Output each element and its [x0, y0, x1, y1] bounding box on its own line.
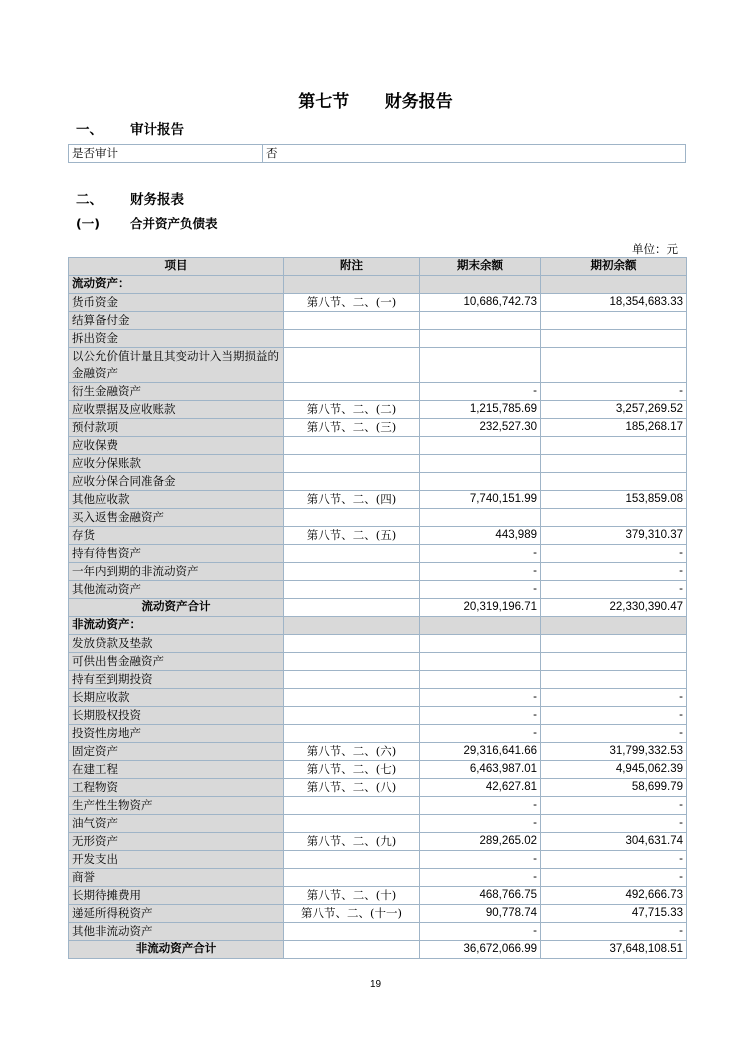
row-period-begin: [541, 455, 687, 473]
row-period-end: -: [420, 563, 541, 581]
row-item: 持有待售资产: [69, 545, 284, 563]
balance-sheet-body: [69, 276, 687, 959]
table-row: [69, 312, 687, 330]
row-item: 其他流动资产: [69, 581, 284, 599]
table-row: [69, 348, 687, 383]
row-period-end: [420, 653, 541, 671]
table-row: [69, 294, 687, 312]
page-number: 19: [369, 979, 382, 990]
table-row: [69, 401, 687, 419]
row-period-begin: 4,945,062.39: [541, 761, 687, 779]
row-item: 可供出售金融资产: [69, 653, 284, 671]
table-row: [69, 869, 687, 887]
row-note: [284, 330, 420, 348]
row-period-end: [420, 330, 541, 348]
table-row: [69, 330, 687, 348]
row-period-end: -: [420, 869, 541, 887]
row-period-begin: [541, 617, 687, 635]
row-period-end: 36,672,066.99: [420, 941, 541, 959]
row-period-end: [420, 312, 541, 330]
row-period-begin: -: [541, 725, 687, 743]
row-item: 投资性房地产: [69, 725, 284, 743]
row-period-begin: -: [541, 689, 687, 707]
row-period-end: [420, 348, 541, 383]
row-item: 递延所得税资产: [69, 905, 284, 923]
row-period-end: -: [420, 923, 541, 941]
row-note: [284, 563, 420, 581]
row-note: [284, 276, 420, 294]
table-header-row: [69, 258, 687, 276]
unit-label: 单位：元: [632, 242, 678, 256]
table-row: [69, 617, 687, 635]
row-period-end: [420, 617, 541, 635]
table-row: [69, 743, 687, 761]
row-period-begin: [541, 509, 687, 527]
table-row: [69, 455, 687, 473]
header-period-end: 期末余额: [420, 258, 541, 276]
row-period-begin: -: [541, 707, 687, 725]
row-note: 第八节、二、(五): [284, 527, 420, 545]
row-item: 流动资产：: [69, 276, 284, 294]
row-item: 其他应收款: [69, 491, 284, 509]
row-item: 开发支出: [69, 851, 284, 869]
section-audit-heading: [76, 118, 184, 138]
table-row: [69, 797, 687, 815]
table-row: [69, 941, 687, 959]
row-note: [284, 707, 420, 725]
audit-row: [69, 145, 686, 163]
row-period-begin: 18,354,683.33: [541, 294, 687, 312]
row-note: [284, 617, 420, 635]
table-row: [69, 923, 687, 941]
subsection-balance-sheet-heading: [76, 214, 218, 232]
row-item: 工程物资: [69, 779, 284, 797]
table-row: [69, 887, 687, 905]
header-note: 附注: [284, 258, 420, 276]
row-period-begin: 379,310.37: [541, 527, 687, 545]
row-period-begin: [541, 671, 687, 689]
row-period-end: 232,527.30: [420, 419, 541, 437]
table-row: [69, 491, 687, 509]
row-period-begin: 58,699.79: [541, 779, 687, 797]
row-item: 非流动资产：: [69, 617, 284, 635]
row-note: [284, 797, 420, 815]
row-note: [284, 383, 420, 401]
table-row: [69, 581, 687, 599]
header-period-begin: 期初余额: [541, 258, 687, 276]
row-item: 应收保费: [69, 437, 284, 455]
section-number: 一、: [76, 122, 103, 138]
table-row: [69, 833, 687, 851]
row-period-end: -: [420, 707, 541, 725]
row-item: 以公允价值计量且其变动计入当期损益的金融资产: [69, 348, 284, 383]
row-period-end: 1,215,785.69: [420, 401, 541, 419]
row-note: [284, 312, 420, 330]
row-period-end: 6,463,987.01: [420, 761, 541, 779]
row-period-end: [420, 509, 541, 527]
row-item: 发放贷款及垫款: [69, 635, 284, 653]
row-period-begin: [541, 330, 687, 348]
row-period-end: 90,778.74: [420, 905, 541, 923]
row-note: [284, 671, 420, 689]
row-note: [284, 923, 420, 941]
row-note: [284, 455, 420, 473]
row-note: [284, 653, 420, 671]
row-period-begin: -: [541, 545, 687, 563]
table-row: [69, 509, 687, 527]
table-row: [69, 761, 687, 779]
row-period-begin: 47,715.33: [541, 905, 687, 923]
row-period-end: 42,627.81: [420, 779, 541, 797]
row-item: 在建工程: [69, 761, 284, 779]
table-row: [69, 419, 687, 437]
row-period-begin: [541, 473, 687, 491]
table-row: [69, 473, 687, 491]
row-period-end: 29,316,641.66: [420, 743, 541, 761]
row-period-begin: 31,799,332.53: [541, 743, 687, 761]
row-period-end: 20,319,196.71: [420, 599, 541, 617]
table-row: [69, 779, 687, 797]
balance-sheet-table: [68, 257, 687, 959]
row-item: 应收分保合同准备金: [69, 473, 284, 491]
section-financial-statements-heading: [76, 188, 184, 208]
row-period-begin: -: [541, 563, 687, 581]
row-note: [284, 815, 420, 833]
row-item: 油气资产: [69, 815, 284, 833]
row-period-end: -: [420, 725, 541, 743]
subsection-title: 合并资产负债表: [130, 216, 218, 231]
row-item: 商誉: [69, 869, 284, 887]
row-note: [284, 348, 420, 383]
row-note: [284, 437, 420, 455]
row-item: 应收分保账款: [69, 455, 284, 473]
table-row: [69, 276, 687, 294]
row-period-begin: 37,648,108.51: [541, 941, 687, 959]
row-item: 结算备付金: [69, 312, 284, 330]
row-period-begin: 22,330,390.47: [541, 599, 687, 617]
row-note: [284, 635, 420, 653]
row-period-end: [420, 455, 541, 473]
row-period-end: -: [420, 581, 541, 599]
row-item: 一年内到期的非流动资产: [69, 563, 284, 581]
row-period-end: -: [420, 851, 541, 869]
table-row: [69, 383, 687, 401]
header-item: 项目: [69, 258, 284, 276]
row-period-begin: -: [541, 383, 687, 401]
row-period-begin: [541, 635, 687, 653]
table-row: [69, 689, 687, 707]
row-note: 第八节、二、(六): [284, 743, 420, 761]
section-title: 财务报表: [130, 192, 184, 208]
table-row: [69, 437, 687, 455]
row-period-begin: -: [541, 797, 687, 815]
table-row: [69, 851, 687, 869]
row-note: [284, 725, 420, 743]
row-item: 持有至到期投资: [69, 671, 284, 689]
row-item: 买入返售金融资产: [69, 509, 284, 527]
row-note: [284, 545, 420, 563]
audit-value: 否: [263, 145, 686, 163]
row-note: 第八节、二、(四): [284, 491, 420, 509]
row-period-end: -: [420, 383, 541, 401]
row-item: 长期股权投资: [69, 707, 284, 725]
row-period-end: -: [420, 797, 541, 815]
row-period-begin: 153,859.08: [541, 491, 687, 509]
row-period-end: 289,265.02: [420, 833, 541, 851]
row-item: 其他非流动资产: [69, 923, 284, 941]
table-row: [69, 707, 687, 725]
row-item: 无形资产: [69, 833, 284, 851]
row-item: 应收票据及应收账款: [69, 401, 284, 419]
row-period-end: -: [420, 545, 541, 563]
audit-table: [68, 144, 686, 163]
row-period-begin: -: [541, 923, 687, 941]
row-item: 长期应收款: [69, 689, 284, 707]
row-note: 第八节、二、(九): [284, 833, 420, 851]
table-row: [69, 905, 687, 923]
row-period-begin: 3,257,269.52: [541, 401, 687, 419]
subsection-number: (一): [76, 216, 100, 231]
row-period-begin: -: [541, 851, 687, 869]
row-period-begin: 304,631.74: [541, 833, 687, 851]
row-period-end: -: [420, 689, 541, 707]
row-item: 衍生金融资产: [69, 383, 284, 401]
row-period-begin: -: [541, 815, 687, 833]
row-period-begin: 185,268.17: [541, 419, 687, 437]
row-note: [284, 599, 420, 617]
row-period-end: 468,766.75: [420, 887, 541, 905]
row-note: [284, 941, 420, 959]
row-note: 第八节、二、(二): [284, 401, 420, 419]
audit-label: 是否审计: [69, 145, 263, 163]
row-note: [284, 851, 420, 869]
table-row: [69, 599, 687, 617]
row-period-end: [420, 473, 541, 491]
row-note: 第八节、二、(十): [284, 887, 420, 905]
row-note: [284, 581, 420, 599]
row-note: 第八节、二、(一): [284, 294, 420, 312]
row-period-end: [420, 437, 541, 455]
section-number: 二、: [76, 192, 103, 208]
row-note: 第八节、二、(三): [284, 419, 420, 437]
row-period-begin: [541, 653, 687, 671]
row-period-end: 7,740,151.99: [420, 491, 541, 509]
row-period-begin: [541, 348, 687, 383]
row-period-end: [420, 671, 541, 689]
row-period-end: 10,686,742.73: [420, 294, 541, 312]
row-item: 生产性生物资产: [69, 797, 284, 815]
row-note: [284, 869, 420, 887]
row-period-end: 443,989: [420, 527, 541, 545]
row-note: 第八节、二、(七): [284, 761, 420, 779]
row-note: 第八节、二、(十一): [284, 905, 420, 923]
row-note: [284, 689, 420, 707]
table-row: [69, 725, 687, 743]
section-title: 审计报告: [130, 122, 184, 138]
row-item: 货币资金: [69, 294, 284, 312]
page-title: 第七节 财务报告: [298, 92, 453, 112]
row-item: 存货: [69, 527, 284, 545]
row-period-end: [420, 276, 541, 294]
row-item: 预付款项: [69, 419, 284, 437]
row-period-begin: -: [541, 581, 687, 599]
table-row: [69, 653, 687, 671]
row-period-begin: 492,666.73: [541, 887, 687, 905]
table-row: [69, 545, 687, 563]
table-row: [69, 815, 687, 833]
table-row: [69, 563, 687, 581]
row-note: [284, 509, 420, 527]
row-period-begin: [541, 276, 687, 294]
row-item: 固定资产: [69, 743, 284, 761]
row-period-begin: -: [541, 869, 687, 887]
table-row: [69, 527, 687, 545]
table-row: [69, 635, 687, 653]
table-row: [69, 671, 687, 689]
row-period-end: -: [420, 815, 541, 833]
row-note: [284, 473, 420, 491]
row-period-end: [420, 635, 541, 653]
row-item: 流动资产合计: [69, 599, 284, 617]
row-period-begin: [541, 312, 687, 330]
row-item: 拆出资金: [69, 330, 284, 348]
row-note: 第八节、二、(八): [284, 779, 420, 797]
row-period-begin: [541, 437, 687, 455]
row-item: 非流动资产合计: [69, 941, 284, 959]
row-item: 长期待摊费用: [69, 887, 284, 905]
